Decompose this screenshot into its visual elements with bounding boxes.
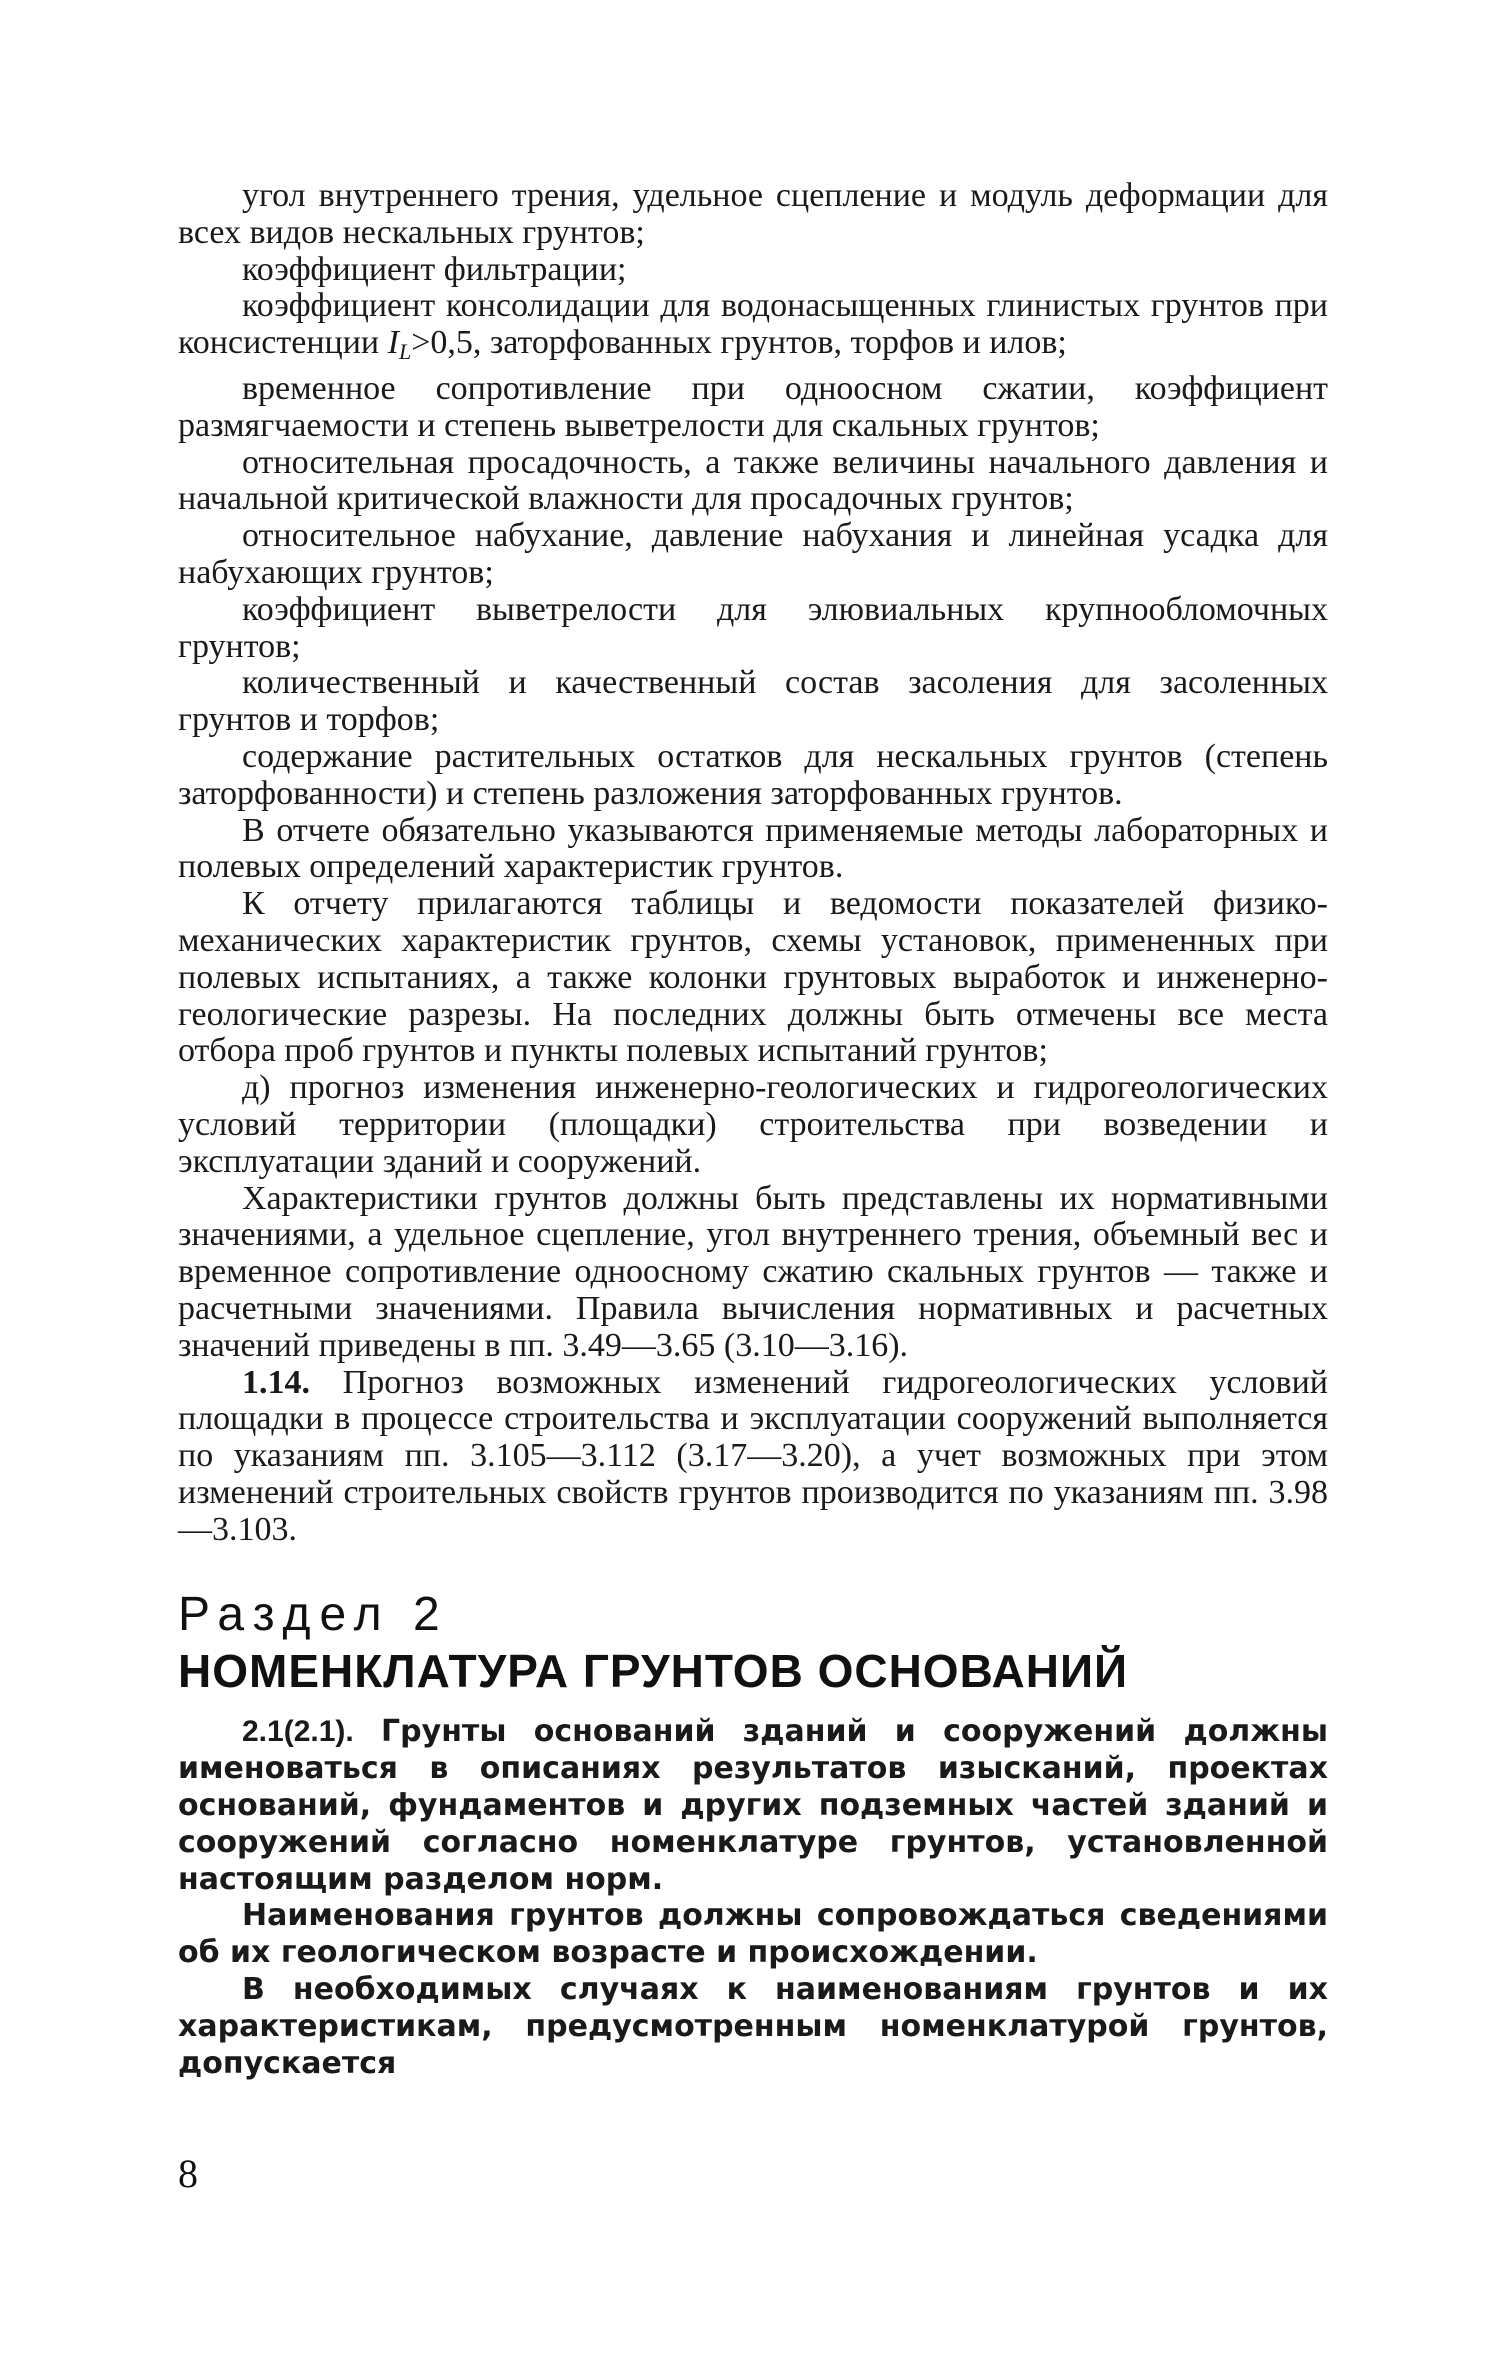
paragraph [178, 1365, 1328, 1549]
paragraph: относительное набухание, давление набухания и линейная усадка для набухающих грунтов; [178, 517, 1328, 591]
clause-number: 2.1(2.1). [242, 1715, 354, 1749]
paragraph: относительная просадочность, а также величины начального давления и начальной критической влажности для просадочных грунтов; [178, 443, 1328, 518]
paragraph: коэффициент выветрелости для элювиальных крупнообломочных грунтов; [178, 590, 1328, 665]
paragraph: временное сопротивление при одноосном сжатии, коэффициент размягчаемости и степень выветрелости для скальных грунтов; [178, 369, 1328, 444]
paragraph-text: Прогноз возможных изменений гидрогеологических условий площадки в процессе строительства и эксплуатации сооружений выполняется по указаниям пп. 3.105—3.112 (3.17—3.20), а учет возможных при этом изменений строительных свойств грунтов производится по указаниям пп. 3.98—3.103. [178, 1363, 1328, 1548]
paragraph [178, 288, 1328, 371]
clause-number: 1.14. [242, 1363, 310, 1401]
paragraph: Характеристики грунтов должны быть представлены их нормативными значениями, а удельное сцепление, угол внутреннего трения, объемный вес и временное сопротивление одноосному сжатию скальных грунтов — также и расчетными значениями. Правила вычисления нормативных и расчетных значений приведены в пп. 3.49—3.65 (3.10—3.16). [178, 1179, 1328, 1364]
paragraph-text: коэффициент консолидации для водонасыщенных глинистых грунтов при консистенции [178, 287, 1328, 362]
bold-paragraph: Наименования грунтов должны сопровождаться сведениями об их геологическом возрасте и происхождении. [178, 1898, 1328, 1971]
section-label: Раздел 2 [178, 1588, 449, 1642]
page-number: 8 [178, 2151, 198, 2196]
paragraph: количественный и качественный состав засоления для засоленных грунтов и торфов; [178, 664, 1328, 739]
paragraph: угол внутреннего трения, удельное сцепление и модуль деформации для всех видов нескальных грунтов; [178, 177, 1328, 251]
paragraph: коэффициент фильтрации; [242, 250, 627, 288]
paragraph: В отчете обязательно указываются применяемые методы лабораторных и полевых определений характеристик грунтов. [178, 811, 1328, 886]
paragraph-text: Грунты оснований зданий и сооружений должны именоваться в описаниях результатов изысканий, проектах оснований, фундаментов и других подземных частей зданий и сооружений согласно номенклатуре грунтов, установленной настоящим разделом норм. [178, 1714, 1328, 1897]
section-title: НОМЕНКЛАТУРА ГРУНТОВ ОСНОВАНИЙ [178, 1645, 1129, 1698]
paragraph: К отчету прилагаются таблицы и ведомости показателей физико-механических характеристик грунтов, схемы установок, примененных при полевых испытаниях, а также колонки грунтовых выработок и инженерно-геологические разрезы. На последних должны быть отмечены все места отбора проб грунтов и пункты полевых испытаний грунтов; [178, 885, 1328, 1070]
bold-paragraph: В необходимых случаях к наименованиям грунтов и их характеристикам, предусмотренным номенклатурой грунтов, допускается [178, 1972, 1328, 2081]
paragraph: содержание растительных остатков для нескальных грунтов (степень заторфованности) и степень разложения заторфованных грунтов. [178, 737, 1328, 812]
bold-paragraph [178, 1714, 1328, 1898]
symbol-subscript: L [398, 339, 412, 365]
symbol: I [387, 324, 399, 362]
paragraph: д) прогноз изменения инженерно-геологических и гидрогеологических условий территории (площадки) строительства при возведении и эксплуатации зданий и сооружений. [178, 1069, 1328, 1180]
paragraph-text: >0,5, заторфованных грунтов, торфов и илов; [411, 324, 1067, 362]
page-body [178, 178, 1328, 2082]
